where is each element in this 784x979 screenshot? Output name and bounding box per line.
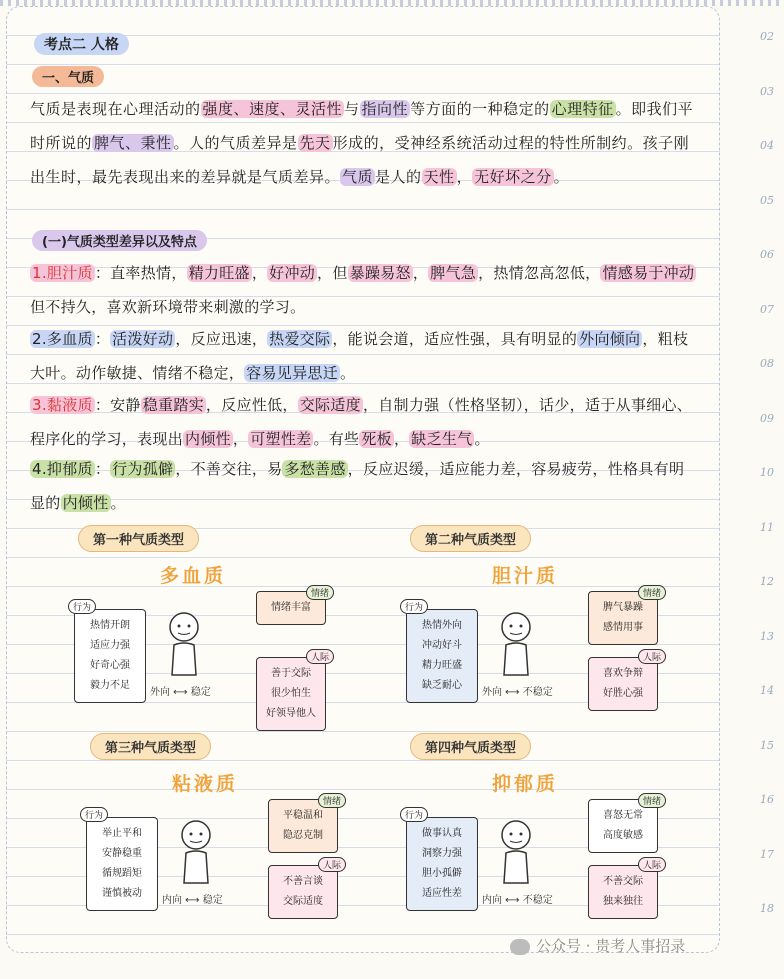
highlight: 强度、速度、灵活性 [202, 100, 343, 118]
type-item-melancholic [30, 452, 698, 520]
behavior-trait: 谨慎被动 [102, 888, 142, 899]
stick-figure-icon [486, 609, 546, 679]
highlight: 无好坏之分 [474, 168, 552, 186]
card-tag: 第二种气质类型 [410, 525, 531, 552]
text-run: 。 [340, 364, 356, 382]
behavior-label: 行为 [400, 599, 428, 614]
text-run: ，热情忽高忽低， [478, 264, 601, 282]
social-trait: 善于交际 [271, 668, 311, 679]
highlight: 4.抑郁质 [32, 460, 93, 478]
page-number: 02 [760, 30, 774, 43]
axis-label: 内向 ⟷ 不稳定 [482, 895, 553, 906]
text-run: ， [393, 430, 410, 448]
text-run: ：安静 [94, 396, 141, 414]
behavior-trait: 举止平和 [102, 828, 142, 839]
behavior-trait: 胆小孤僻 [422, 868, 462, 879]
social-trait: 喜欢争辩 [603, 668, 643, 679]
highlight: 精力旺盛 [188, 264, 250, 282]
text-run: ，反应迅速， [175, 330, 268, 348]
stick-figure-icon [154, 609, 214, 679]
highlight: 多愁善感 [284, 460, 346, 478]
text-run: 。 [110, 494, 126, 512]
behavior-label: 行为 [80, 807, 108, 822]
highlight: 缺乏生气 [411, 430, 473, 448]
highlight: 热爱交际 [269, 330, 331, 348]
social-trait: 独来独往 [603, 896, 643, 907]
highlight: 行为孤僻 [112, 460, 174, 478]
social-label: 人际 [306, 649, 334, 664]
subsection-title: 一、气质 [32, 66, 104, 87]
text-run: ， [412, 264, 429, 282]
text-run: 气质是表现在心理活动的 [30, 100, 201, 118]
text-run: ： [94, 330, 111, 348]
social-box [588, 865, 658, 919]
text-run: ，反应迟缓，适应能力差，容易疲劳，性格具有明显的 [30, 460, 685, 512]
text-run: 。 [474, 430, 490, 448]
social-trait: 好胜心强 [603, 688, 643, 699]
emotion-label: 情绪 [638, 585, 666, 600]
social-trait: 交际适度 [283, 896, 323, 907]
highlight: 内倾性 [185, 430, 231, 448]
highlight: 活泼好动 [112, 330, 174, 348]
highlight: 容易见异思迁 [246, 364, 339, 382]
highlight: 暴躁易怒 [349, 264, 411, 282]
highlight: 心理特征 [551, 100, 614, 118]
behavior-trait: 适应力强 [90, 640, 130, 651]
social-box [256, 657, 326, 731]
text-run: ，粗枝大叶。动作敏捷、情绪不稳定， [30, 330, 689, 382]
stick-figure-icon [166, 817, 226, 887]
page-number: 05 [760, 193, 774, 207]
social-trait: 好领导他人 [266, 708, 316, 719]
highlight: 情感易于冲动 [602, 264, 695, 282]
social-label: 人际 [318, 857, 346, 872]
emotion-label: 情绪 [318, 793, 346, 808]
highlight: 交际适度 [299, 396, 361, 414]
text-run: 。人的气质差异是 [173, 134, 298, 152]
social-trait: 不善交际 [603, 876, 643, 887]
behavior-trait: 热情开朗 [90, 620, 130, 631]
text-run: 。 [553, 168, 570, 186]
page-number: 09 [760, 411, 774, 425]
behavior-trait: 好奇心强 [90, 660, 130, 671]
highlight: 先天 [299, 134, 331, 152]
highlight: 脾气、秉性 [94, 134, 172, 152]
behavior-trait: 缺乏耐心 [422, 680, 462, 691]
card-type-name: 抑郁质 [492, 773, 559, 795]
page-number: 14 [760, 684, 774, 697]
card-tag: 第三种气质类型 [90, 733, 211, 760]
text-run: 形成的，受神经系统活动过程的特性所制约。孩子刚出生时，最先表现出来的差异就是气质差异。 [30, 134, 690, 186]
behavior-box [74, 609, 146, 703]
text-run: ，能说会道，适应性强，具有明显的 [332, 330, 578, 348]
type-item-phlegmatic [30, 388, 698, 456]
card-type-name: 多血质 [160, 565, 227, 587]
emotion-trait: 平稳温和 [283, 810, 323, 821]
text-run: 等方面的一种稳定的 [410, 100, 550, 118]
page-number: 16 [760, 793, 774, 806]
behavior-box [406, 817, 478, 911]
highlight: 稳重踏实 [142, 396, 204, 414]
stick-figure-icon [486, 817, 546, 887]
emotion-label: 情绪 [638, 793, 666, 808]
card-type-name: 胆汁质 [492, 565, 559, 587]
behavior-label: 行为 [68, 599, 96, 614]
axis-label: 内向 ⟷ 稳定 [162, 895, 223, 906]
social-trait: 很少怕生 [271, 688, 311, 699]
text-run: 。即我们平时所说的 [30, 100, 694, 152]
emotion-trait: 隐忍克制 [283, 830, 323, 841]
highlight: 脾气急 [430, 264, 477, 282]
behavior-trait: 安静稳重 [102, 848, 142, 859]
highlight: 可塑性差 [250, 430, 312, 448]
page-number: 12 [760, 575, 774, 588]
axis-label: 外向 ⟷ 稳定 [150, 687, 211, 698]
emotion-trait: 喜怒无常 [603, 810, 643, 821]
text-run: ，反应性低， [205, 396, 298, 414]
highlight: 好冲动 [269, 264, 316, 282]
highlight: 外向倾向 [579, 330, 641, 348]
intro-paragraph [30, 92, 698, 194]
social-trait: 不善言谈 [283, 876, 323, 887]
page-number: 15 [760, 738, 774, 752]
type-item-choleric [30, 256, 698, 324]
highlight: 1.胆汁质 [32, 264, 93, 282]
page-number: 18 [760, 902, 774, 915]
watermark-text: 公众号 · 贵考人事招录 [536, 937, 686, 955]
card-type-name: 粘液质 [172, 773, 239, 795]
text-run: ， [456, 168, 473, 186]
highlight: 天性 [423, 168, 455, 186]
text-run: ，不善交往，易 [175, 460, 283, 478]
page-number: 08 [760, 357, 774, 370]
types-heading: (一)气质类型差异以及特点 [32, 230, 207, 251]
page-number: 17 [760, 847, 774, 861]
behavior-trait: 适应性差 [422, 888, 462, 899]
page-number: 07 [760, 302, 774, 316]
text-run: ，但 [317, 264, 348, 282]
highlight: 2.多血质 [32, 330, 93, 348]
social-box [268, 865, 338, 919]
behavior-trait: 洞察力强 [422, 848, 462, 859]
text-run: 。有些 [313, 430, 360, 448]
highlight: 内倾性 [62, 494, 109, 512]
text-run: 但不持久，喜欢新环境带来刺激的学习。 [30, 298, 306, 316]
behavior-label: 行为 [400, 807, 428, 822]
page-number: 04 [760, 139, 774, 152]
social-box [588, 657, 658, 711]
page-number: 06 [760, 248, 774, 261]
wechat-icon [510, 939, 530, 955]
social-label: 人际 [638, 649, 666, 664]
emotion-label: 情绪 [306, 585, 334, 600]
text-run: ， [232, 430, 249, 448]
behavior-trait: 做事认真 [422, 828, 462, 839]
behavior-trait: 精力旺盛 [422, 660, 462, 671]
highlight: 3.黏液质 [32, 396, 93, 414]
highlight: 气质 [342, 168, 374, 186]
page-number: 13 [760, 629, 774, 643]
text-run: 与 [344, 100, 360, 118]
page-number: 03 [760, 84, 774, 98]
emotion-trait: 情绪丰富 [271, 602, 311, 613]
behavior-box [86, 817, 158, 911]
card-tag: 第一种气质类型 [78, 525, 199, 552]
behavior-trait: 冲动好斗 [422, 640, 462, 651]
behavior-trait: 热情外向 [422, 620, 462, 631]
page-number: 10 [760, 466, 774, 479]
text-run: ：直率热情， [94, 264, 187, 282]
watermark [510, 935, 685, 956]
section-title: 考点二 人格 [34, 33, 129, 55]
highlight: 指向性 [361, 100, 409, 118]
type-item-sanguine [30, 322, 698, 390]
text-run: ， [251, 264, 268, 282]
text-run: ： [94, 460, 111, 478]
social-label: 人际 [638, 857, 666, 872]
page-number: 11 [760, 520, 774, 534]
emotion-trait: 感情用事 [603, 622, 643, 633]
card-tag: 第四种气质类型 [410, 733, 531, 760]
highlight: 死板 [361, 430, 392, 448]
emotion-trait: 高度敏感 [603, 830, 643, 841]
behavior-trait: 毅力不足 [90, 680, 130, 691]
emotion-trait: 脾气暴躁 [603, 602, 643, 613]
text-run: 是人的 [375, 168, 422, 186]
axis-label: 外向 ⟷ 不稳定 [482, 687, 553, 698]
behavior-box [406, 609, 478, 703]
behavior-trait: 循规蹈矩 [102, 868, 142, 879]
text-run: ，自制力强（性格坚韧），话少，适于从事细心、程序化的学习，表现出 [30, 396, 693, 448]
